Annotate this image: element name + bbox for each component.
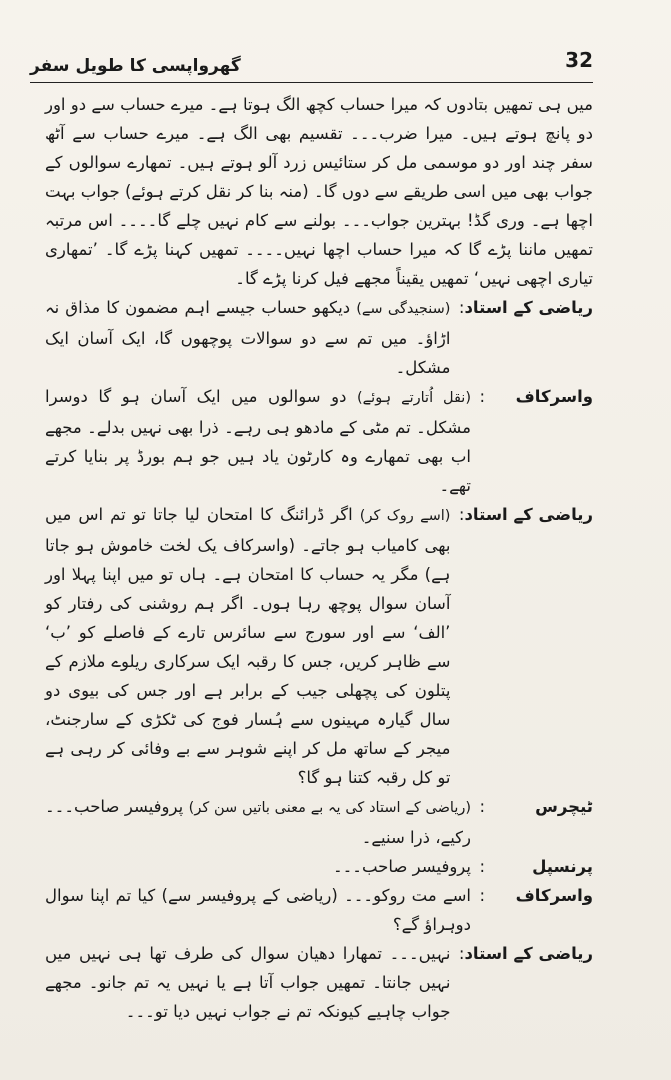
dialogue-line: [45, 939, 593, 1026]
dialogue-line: [45, 881, 593, 939]
speaker-name: پرنسپل: [532, 857, 593, 876]
dialogue-line: [45, 852, 593, 881]
speaker-name: ریاضی کے استاد: [464, 298, 593, 317]
speech-body: دو سوالوں میں ایک آسان ہو گا دوسرا مشکل۔ تم مٹی کے مادھو ہی رہے۔ ذرا بھی نہیں بدلے۔ مجھے اب بھی تمھارے وہ کارٹون یاد ہیں جو ہم بورڈ پر بنایا کرتے تھے۔: [45, 387, 471, 495]
stage-direction: (سنجیدگی سے): [356, 301, 451, 317]
stage-direction: (اسے روک کر): [359, 508, 451, 524]
speaker-colon: :: [458, 298, 465, 317]
speaker-colon: :: [458, 944, 465, 963]
page-header: [30, 46, 593, 83]
speaker-colon: :: [479, 857, 485, 876]
dialogue-line: [45, 792, 593, 852]
page-number: 32: [565, 48, 593, 72]
dialogue-line: [45, 382, 593, 500]
speech-text: [45, 293, 450, 382]
speech-body: اگر ڈرائنگ کا امتحان لیا جاتا تو تم اس میں بھی کامیاب ہو جاتے۔ (واسرکاف یک لخت خاموش ہو جاتا ہے) مگر یہ حساب کا امتحان ہے۔ ہاں تو میں اپنا پہلا اور آسان سوال پوچھ رہا ہوں۔ اگر ہم روشنی کی رفتار کو ’الف‘ سے اور سورج سے سائرس تارے کے فاصلے کو ’ب‘ سے ظاہر کریں، جس کا رقبہ ایک سرکاری ریلوے ملازم کے پتلون کی پچھلی جیب کے برابر ہے اور جس کی بیوی دو سال گیارہ مہینوں سے ہُسار فوج کی ٹکڑی کے سارجنٹ، میجر کے ساتھ مل کر اپنے شوہر سے بے وفائی کر رہی ہے تو کل رقبہ کتنا ہو گا؟: [45, 505, 451, 787]
speaker-colon: :: [479, 797, 485, 816]
speaker-colon: :: [458, 505, 465, 524]
speaker-name: ٹیچرس: [535, 797, 593, 816]
dialogue-line: [45, 293, 593, 382]
speaker-name: واسرکاف: [515, 387, 593, 406]
speech-body: اسے مت روکو۔۔۔ (ریاضی کے پروفیسر سے) کیا تم اپنا سوال دوہراؤ گے؟: [45, 886, 471, 934]
stage-direction: (ریاضی کے استاد کی یہ بے معنی باتیں سن کر): [188, 800, 472, 816]
speaker-name: واسرکاف: [515, 886, 593, 905]
speech-text: [45, 382, 471, 500]
speech-text: [45, 939, 450, 1026]
page-body: [45, 90, 593, 1040]
speech-body: نہیں۔۔۔ تمھارا دھیان سوال کی طرف تھا ہی نہیں میں نہیں جانتا۔ تمھیں جواب آتا ہے یا نہیں یہ تم جانو۔ مجھے جواب چاہیے کیونکہ تم نے جواب نہیں دیا تو۔۔۔: [45, 944, 451, 1021]
speaker-name: ریاضی کے استاد: [464, 505, 593, 524]
speaker-colon: :: [479, 886, 485, 905]
stage-direction: (نقل اُتارتے ہوئے): [357, 390, 471, 406]
running-title: گھرواپسی کا طویل سفر: [30, 56, 241, 76]
speech-body: پروفیسر صاحب۔۔۔: [332, 857, 471, 876]
opening-paragraph: میں ہی تمھیں بتادوں کہ میرا حساب کچھ الگ ہوتا ہے۔ میرے حساب سے دو اور دو پانچ ہوتے ہیں۔ میرا ضرب۔۔۔ تقسیم بھی الگ ہے۔ میرے حساب سے آٹھ سفر چند اور دو موسمی مل کر ستائیس زرد آلو ہوتے ہیں۔ تمھارے سوالوں کے جواب بھی میں اسی طریقے سے دوں گا۔ (منہ بنا کر نقل کرتے ہوئے) جواب بہت اچھا ہے۔ وری گڈ! بہترین جواب۔۔۔ بولنے سے کام نہیں چلے گا۔۔۔۔ اس مرتبہ تمھیں ماننا پڑے گا کہ میرا حساب اچھا نہیں۔۔۔۔ تمھیں کہنا پڑے گا۔ ’تمھاری تیاری اچھی نہیں‘ تمھیں یقیناً مجھے فیل کرنا پڑے گا۔: [45, 95, 593, 288]
speaker-name: ریاضی کے استاد: [464, 944, 593, 963]
speaker-colon: :: [479, 387, 485, 406]
speech-body: پروفیسر صاحب۔۔۔ رکیے، ذرا سنیے۔: [45, 797, 471, 847]
speech-text: [45, 881, 471, 939]
dialogue-line: [45, 500, 593, 792]
speech-text: [45, 792, 471, 852]
speech-text: [45, 500, 450, 792]
speech-text: [45, 852, 471, 881]
speech-body: دیکھو حساب جیسے اہم مضمون کا مذاق نہ اڑاؤ۔ میں تم سے دو سوالات پوچھوں گا، ایک آسان ایک مشکل۔: [45, 298, 451, 377]
